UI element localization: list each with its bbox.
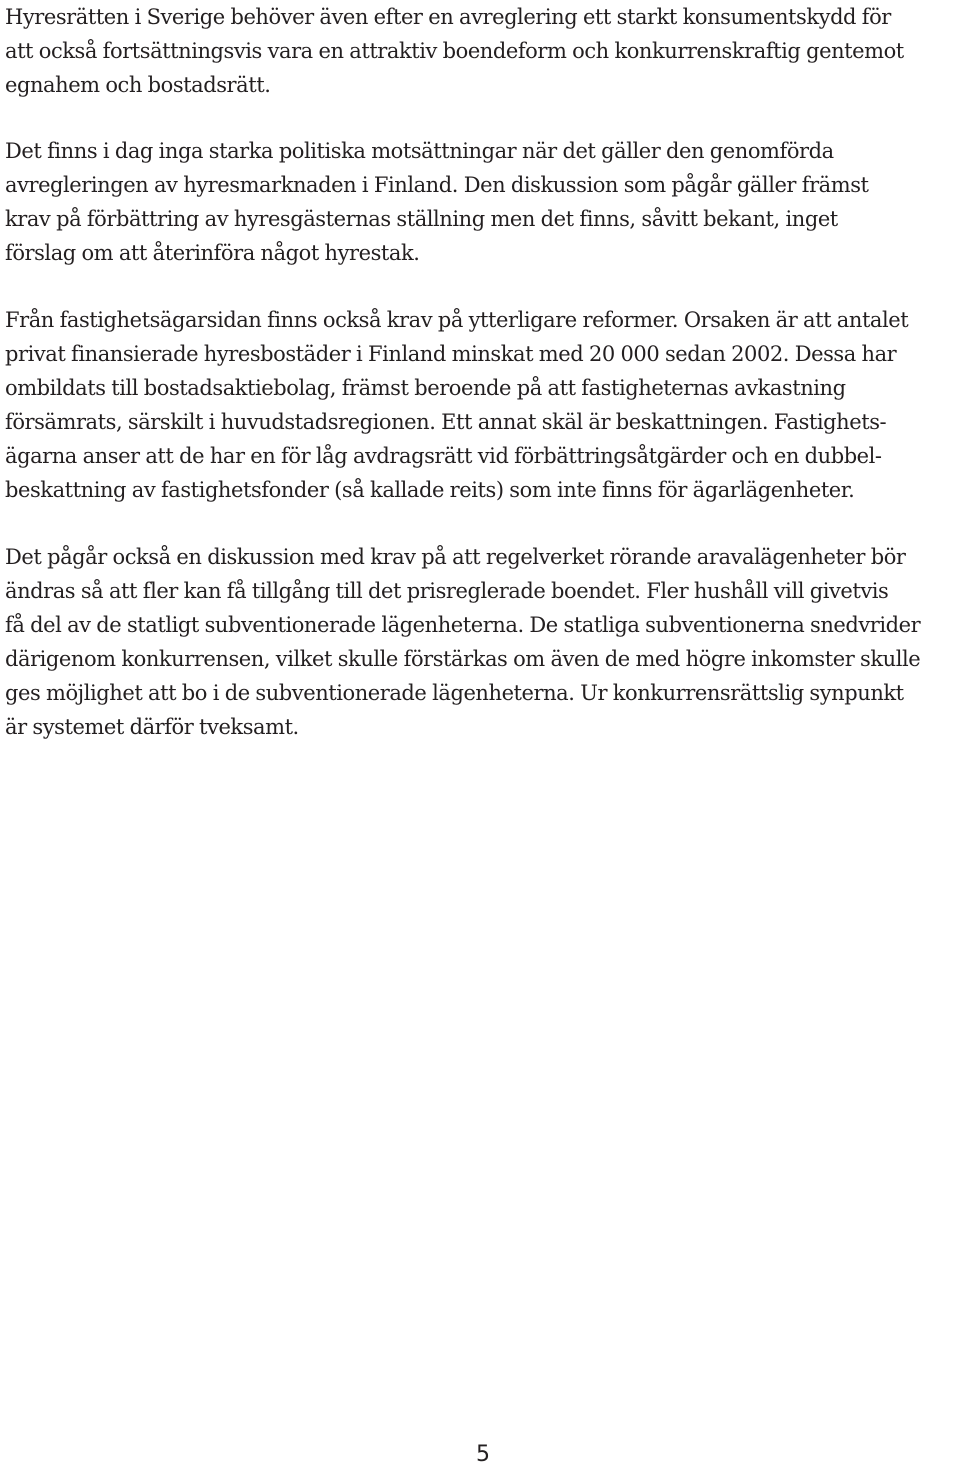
text-line: därigenom konkurrensen, vilket skulle förstärkas om även de med högre inkomster skulle — [5, 647, 921, 671]
body-text — [5, 0, 957, 744]
text-line: ägarna anser att de har en för låg avdragsrätt vid förbättringsåtgärder och en dubbel- — [5, 444, 882, 468]
text-line: ombildats till bostadsaktiebolag, främst beroende på att fastigheternas avkastning — [5, 376, 846, 400]
paragraph — [5, 303, 957, 507]
text-line: är systemet därför tveksamt. — [5, 715, 299, 739]
paragraph — [5, 0, 957, 102]
text-line: beskattning av fastighetsfonder (så kallade reits) som inte finns för ägarlägenheter. — [5, 478, 855, 502]
text-line: privat finansierade hyresbostäder i Finland minskat med 20 000 sedan 2002. Dessa har — [5, 342, 897, 366]
text-line: avregleringen av hyresmarknaden i Finland. Den diskussion som pågår gäller främst — [5, 173, 869, 197]
text-line: Det pågår också en diskussion med krav på att regelverket rörande aravalägenheter bör — [5, 545, 906, 569]
paragraph — [5, 134, 957, 270]
text-line: att också fortsättningsvis vara en attraktiv boendeform och konkurrenskraftig gentemot — [5, 39, 904, 63]
page-number: 5 — [476, 1442, 490, 1467]
text-line: egnahem och bostadsrätt. — [5, 73, 271, 97]
text-line: Hyresrätten i Sverige behöver även efter en avreglering ett starkt konsumentskydd för — [5, 5, 891, 29]
text-line: förslag om att återinföra något hyrestak. — [5, 241, 420, 265]
text-line: få del av de statligt subventionerade lägenheterna. De statliga subventionerna snedvrider — [5, 613, 921, 637]
text-line: krav på förbättring av hyresgästernas ställning men det finns, såvitt bekant, inget — [5, 207, 838, 231]
paragraph — [5, 540, 957, 744]
text-line: ges möjlighet att bo i de subventionerade lägenheterna. Ur konkurrensrättslig synpunkt — [5, 681, 904, 705]
text-line: försämrats, särskilt i huvudstadsregionen. Ett annat skäl är beskattningen. Fastighets- — [5, 410, 887, 434]
text-line: Det finns i dag inga starka politiska motsättningar när det gäller den genomförda — [5, 139, 834, 163]
text-line: Från fastighetsägarsidan finns också krav på ytterligare reformer. Orsaken är att antalet — [5, 308, 909, 332]
text-line: ändras så att fler kan få tillgång till det prisreglerade boendet. Fler hushåll vill givetvis — [5, 579, 889, 603]
